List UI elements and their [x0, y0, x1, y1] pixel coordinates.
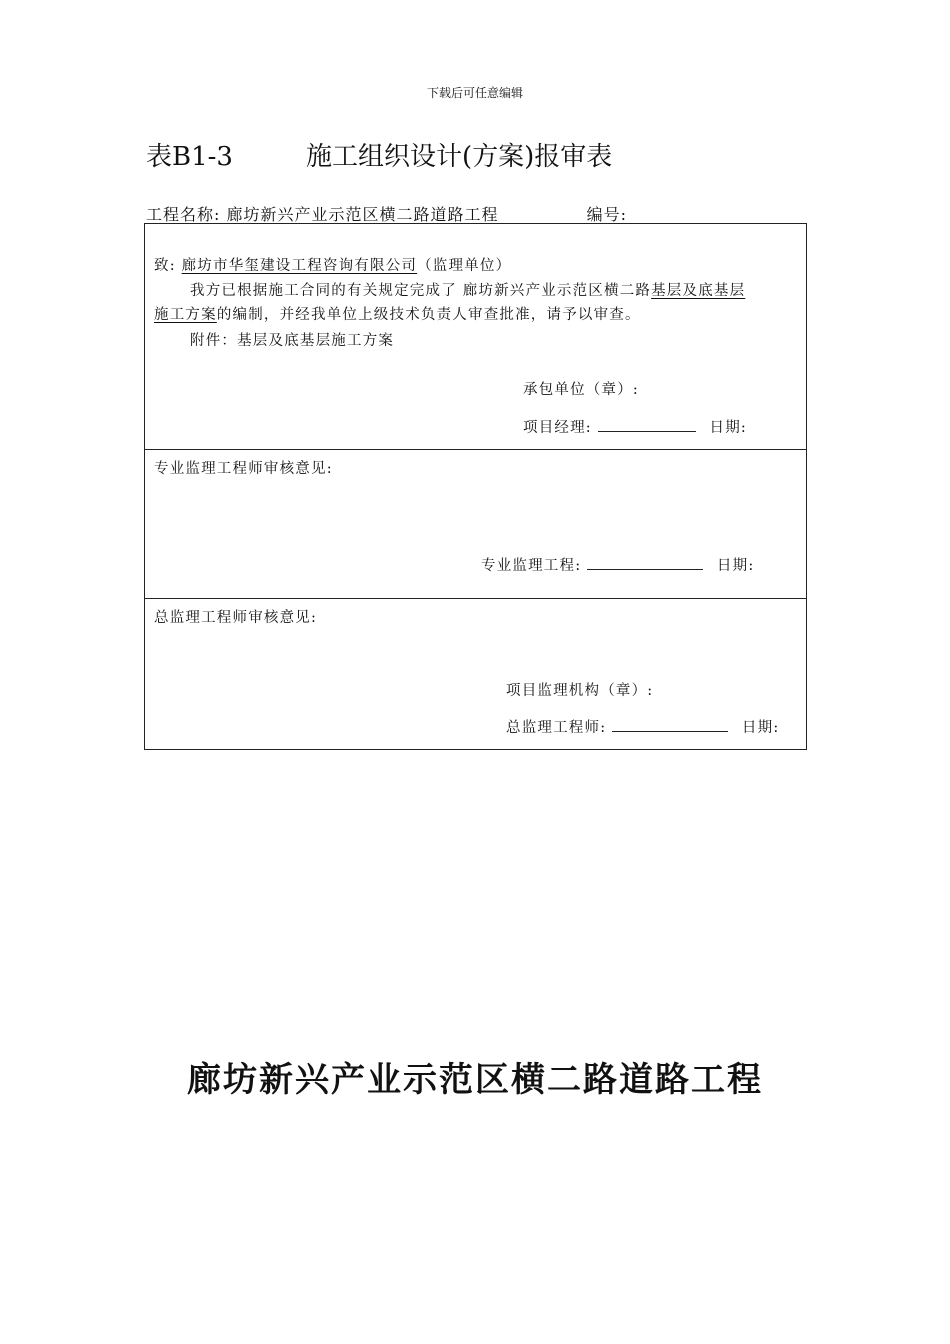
body-line-1: [190, 279, 745, 300]
manager-label: 项目经理:: [523, 420, 592, 436]
chief-heading: 总监理工程师审核意见:: [154, 610, 318, 626]
date-label: 日期:: [741, 720, 780, 736]
contractor-label: 承包单位（章）:: [523, 382, 639, 398]
body-suffix: 的编制，并经我单位上级技术负责人审查批准，请予以审查。: [216, 307, 641, 323]
manager-line: [523, 416, 747, 437]
manager-signature-blank: [598, 417, 696, 432]
chief-label: 总监理工程师:: [506, 720, 607, 736]
header-note: 下载后可任意编辑: [426, 86, 523, 100]
plan-name-part1: 基层及底基层: [651, 283, 746, 299]
body-prefix: 我方已根据施工合同的有关规定完成了 廊坊新兴产业示范区横二路: [190, 283, 652, 299]
specialist-signature-blank: [587, 555, 703, 570]
attachment-line: 附件：基层及底基层施工方案: [190, 333, 395, 349]
supervisor-suffix: （监理单位）: [417, 258, 512, 274]
cover-title: 廊坊新兴产业示范区横二路道路工程: [187, 1060, 763, 1100]
date-label: 日期:: [709, 420, 748, 436]
specialist-review-section: [145, 450, 806, 599]
to-label: 致:: [154, 258, 176, 274]
org-label: 项目监理机构（章）:: [506, 683, 654, 699]
addressee-line: [154, 254, 511, 275]
body-line-2: [154, 303, 641, 324]
chief-sign-line: [506, 716, 779, 737]
supervisor-company: 廊坊市华玺建设工程咨询有限公司: [181, 258, 418, 274]
specialist-sign-line: [481, 554, 754, 575]
number-label: 编号:: [586, 205, 628, 224]
specialist-sign-label: 专业监理工程:: [481, 558, 582, 574]
form-code: 表B1-3: [146, 142, 233, 172]
project-name: 廊坊新兴产业示范区横二路道路工程: [226, 205, 499, 224]
project-line: [146, 202, 627, 225]
chief-signature-blank: [612, 717, 728, 732]
chief-review-section: [145, 599, 806, 749]
form-title-text: 施工组织设计(方案)报审表: [306, 142, 613, 172]
project-label: 工程名称:: [146, 205, 221, 224]
approval-form-table: [144, 223, 807, 750]
date-label: 日期:: [716, 558, 755, 574]
plan-name-part2: 施工方案: [154, 307, 217, 323]
form-title: [146, 136, 612, 173]
specialist-heading: 专业监理工程师审核意见:: [154, 461, 333, 477]
contractor-section: [145, 224, 806, 450]
